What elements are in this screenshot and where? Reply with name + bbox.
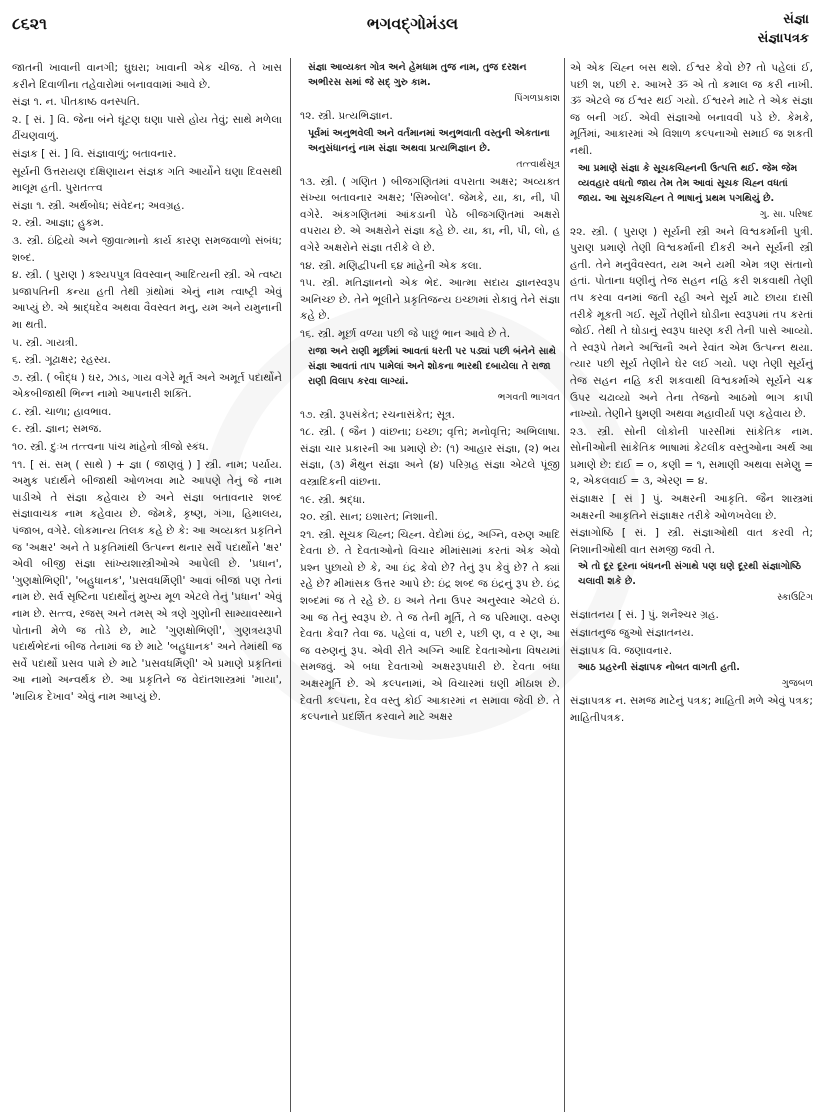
entry: ૨. [ સં. ] વિ. જેના બંને ઘૂંટણ ઘણા પાસે હોય તેવું; સાથે મળેલા ઢીંચણવાળું.	[12, 113, 282, 143]
quotation: આ પ્રમાણે સંજ્ઞા કે સૂચકચિહ્નની ઉત્પત્તિ થઈ. જેમ જેમ વ્યવહાર વધતો જાય તેમ તેમ આવાં સૂચક ચિહ્ન વધતાં જાય. આ સૂચકચિહ્ન તે ભાષાનું પ્રથમ પગથિયું છે.	[578, 162, 798, 204]
column-middle	[300, 60, 560, 1112]
entry: ૨૨. સ્ત્રી. ( પુરાણ ) સૂર્યની સ્ત્રી અને વિશ્વકર્માની પુત્રી. પુરાણ પ્રમાણે તેણી વિશ્વકર્માની દીકરી અને સૂર્યની સ્ત્રી હતી. તેને મનુવૈવસ્વત, યમ અને યમી એમ ત્રણ સંતાનો હતાં. પોતાના ધણીનું તેજ સહન નહિ કરી શકવાથી તેણી તપ કરવા વનમાં જતી રહી અને સૂર્ય માટે છાયા દાસી તરીકે મૂકતી ગઈ. સૂર્યે તેણીને ઘોડીના સ્વરૂપમાં તપ કરતાં જોઈ. તેથી તે ઘોડાનું સ્વરૂપ ધારણ કરી તેની પાસે આવ્યો. તે સ્વરૂપે તેમને અશ્વિનૌ અને રેવાંત એમ ઉત્પન્ન થયા. ત્યાર પછી સૂર્ય તેણીને ઘેર લઈ ગયો. પણ તેણી સૂર્યનું તેજ સહન નહિ કરી શકવાથી વિશ્વકર્માએ સૂર્યને ચક્ર ઉપર ચઢાવ્યો અને તેના તેજનો આઠમો ભાગ કાપી નાખ્યો. તેણીને ધુમણી અથવા મહાવીર્યા પણ કહેવાય છે.	[570, 225, 813, 421]
source-citation: તત્ત્વાર્થસૂત્ર	[516, 158, 560, 170]
source-citation: પિંગળપ્રકાશ	[514, 93, 560, 104]
entry: ૨૩. સ્ત્રી. સોની લોકોની પારસીમાં સાંકેતિક નામ. સોનીઓની સાંકેતિક ભાષામાં કેટલીક વસ્તુઓના અર્થ આ પ્રમાણે છે: દાઈ = ૦, કણી = ૧, સમાણી અથવા સમેણુ = ૨, એકલવાઈ = ૩, એરણ = ૪.	[570, 425, 813, 488]
source-citation: ગુજબળ	[781, 678, 813, 690]
column-left	[12, 60, 282, 1112]
column-divider-2	[564, 58, 565, 1112]
quotation: આઠ પ્રહરની સંજ્ઞાપક નોબત વાગતી હતી.	[578, 662, 740, 674]
page-number: ૮૬૨૧	[12, 14, 47, 33]
entry: સંજ્ઞાતનુજ જુઓ સંજ્ઞાતનય.	[570, 627, 694, 640]
entry: ૫. સ્ત્રી. ગાયત્રી.	[12, 336, 78, 349]
page-title: ભગવદ્ગોમંડલ	[366, 14, 459, 33]
quotation: એ તો દૂર દૂરના બંધનની સંગાથે પણ ઘણે દૂરથી સંજ્ઞાગોષ્ઠિ ચલાવી શકે છે.	[578, 561, 802, 588]
entry: સંજ્ઞ ૧. ન. પીતકાષ્ઠ વનસ્પતિ.	[12, 96, 140, 109]
guide-word-last: સંજ્ઞાપત્રક	[757, 31, 809, 46]
entry: સંજ્ઞક [ સં. ] વિ. સંજ્ઞાવાળું; બતાવનાર.	[12, 147, 177, 160]
entry: ૪. સ્ત્રી. ( પુરાણ ) કશ્યપપુત્ર વિવસ્વાન્ આદિત્યની સ્ત્રી. એ ત્વષ્ટા પ્રજાપતિની કન્યા હતી તેથી ગ્રંથોમાં એનું નામ ત્વાષ્ટ્રી એવું આપ્યું છે. એ શ્રાદ્ધદેવ અથવા વૈવસ્વત મનુ, યમ અને યમુનાની મા થતી.	[12, 269, 282, 331]
entry: ૩. સ્ત્રી. ઇંદ્રિયો અને જીવાત્માનો કાર્ય કારણ સમજવાળો સંબંધ; શબ્દ.	[12, 234, 282, 264]
entry: ૧૭. સ્ત્રી. રૂપસંકેત; રચનાસંકેત; સૂત્ર.	[300, 408, 455, 421]
entry: ૯. સ્ત્રી. જ્ઞાન; સમજ.	[12, 423, 102, 436]
entry: ૧૨. સ્ત્રી. પ્રત્યભિજ્ઞાન.	[300, 110, 393, 122]
quotation: સંજ્ઞા આવ્યક્ત ગોત્ર અને હેમધામ તુજ નામ, તુજ દરશન અભીરસ સમાં જે સદ્ ગુરુ કામ.	[308, 62, 527, 88]
entry: ૧૪. સ્ત્રી. મણિદ્વીપની ૬૪ માંહેની એક કલા.	[300, 259, 482, 272]
entry: ૧૯. સ્ત્રી. શ્રદ્ધા.	[300, 493, 366, 506]
entry: ૧૮. સ્ત્રી. ( જૈન ) વાંછના; ઇચ્છા; વૃત્તિ; મનોવૃત્તિ; અભિલાષા. સંજ્ઞા ચાર પ્રકારની આ પ્રમાણે છે: (૧) આહાર સંજ્ઞા, (૨) ભય સંજ્ઞા, (૩) મૈથુન સંજ્ઞા અને (૪) પરિગ્રહ સંજ્ઞા એટલે પૂંજી વસ્ત્રાદિકની વાંછના.	[300, 426, 560, 488]
entry: જાતની ખાવાની વાનગી; ઘુઘરા; ખાવાની એક ચીજ. તે ખાસ કરીને દિવાળીના તહેવારોમાં બનાવવામાં આવે છે.	[12, 62, 282, 91]
source-citation: ભગવતી ભાગવત	[497, 391, 560, 403]
quotation: પૂર્વમાં અનુભવેલી અને વર્તમાનમાં અનુભવાતી વસ્તુની એકતાના અનુસંધાનનું નામ સંજ્ઞા અથવા પ્રત્યભિજ્ઞાન છે.	[308, 127, 550, 154]
entry: સંજ્ઞાતનય [ સં. ] પું. શનૈશ્ચર ગ્રહ.	[570, 609, 719, 622]
entry: એ એક ચિહ્ન બસ થશે. ઈશ્વર કેવો છે? તો પહેલાં ઈ, પછી શ, પછી ર. આખરે ૐ એ તો કમાલ જ કરી નાખી. ૐ એટલે જ ઈશ્વર થઈ ગયો. ઈશ્વરને માટે તે એક સંજ્ઞા જ બની ગઈ. એવી સંજ્ઞાઓ બનાવવી પડે છે. કેમકે, મૂર્તિમાં, આકારમાં એ વિશાળ કલ્પનાઓ સમાઈ જ શકતી નથી.	[570, 62, 813, 157]
page-header	[0, 6, 825, 52]
entry: ૨૦. સ્ત્રી. સાન; ઇશારત; નિશાની.	[300, 511, 438, 524]
guide-words	[758, 10, 809, 48]
entry: સંજ્ઞાપક વિ. જણાવનાર.	[570, 644, 673, 657]
entry: સંજ્ઞાક્ષર [ સં ] પું. અક્ષરની આકૃતિ. જૈન શાસ્ત્રમાં અક્ષરની આકૃતિને સંજ્ઞાક્ષર તરીકે ઓળખવેલા છે.	[570, 493, 813, 522]
entry: ૧૬. સ્ત્રી. મૂર્છા વળ્યા પછી જે પાછું ભાન આવે છે તે.	[300, 327, 511, 340]
guide-word-first: સંજ્ઞા	[783, 12, 809, 27]
column-divider-1	[290, 58, 291, 1112]
entry: ૨૧. સ્ત્રી. સૂચક ચિહ્ન; ચિહ્ન. વેદોમાં ઇંદ્ર, અગ્નિ, વરુણ આદિ દેવતા છે. તે દેવતાઓનો વિચાર મીમાંસામાં કરતાં એક એવો પ્રશ્ન પુછાયો છે કે, આ ઇંદ્ર કેવો છે? તેનું રૂપ કેવું છે? તે ક્યાં રહે છે? મીમાંસક ઉત્તર આપે છે: ઇંદ્ર શબ્દ જ ઇંદ્રનું રૂપ છે. ઇંદ્ર શબ્દમાં જ તે રહે છે. ઇ અને તેના ઉપર અનુસ્વાર એટલે ઇં. આ જ તેનું સ્વરૂપ છે. તે જ તેની મૂર્તિ, તે જ પરિમાણ. વરુણ દેવતા કેવા? તેવા જ. પહેલાં વ, પછી ર, પછી ણ, વ ર ણ, આ જ વરુણનું રૂપ. એવી રીતે અગ્નિ આદિ દેવતાઓના વિષયમાં સમજવું. એ બધા દેવતાઓ અક્ષરરૂપધારી છે. દેવતા બધા અક્ષરમૂર્તિ છે. એ કલ્પનામાં, એ વિચારમાં ઘણી મીઠાશ છે. દેવતી કલ્પના, દેવ વસ્તુ કોઈ આકારમાં ન સમાવા જેવી છે. તે કલ્પનાને પ્રદર્શિત કરવાને માટે અક્ષર	[300, 528, 560, 724]
entry: ૨. સ્ત્રી. આજ્ઞા; હુકમ.	[12, 217, 104, 230]
source-citation: ગુ. સા. પરિષદ	[759, 208, 813, 220]
entry: ૧૫. સ્ત્રી. મતિજ્ઞાનનો એક ભેદ. આત્મા સદાય જ્ઞાનસ્વરૂપ અનિચ્છ છે. તેને ભૂલીને પ્રકૃતિજન્ય ઇચ્છામાં રોકાવું તેને સંજ્ઞા કહે છે.	[300, 277, 560, 323]
source-citation: સ્કાઉટિંગ	[777, 592, 813, 604]
entry: ૭. સ્ત્રી. ( બૌદ્ધ ) ઘર, ઝાડ, ગાય વગેરે મૂર્ત અને અમૂર્ત પદાર્થોને એકબીજાથી ભિન્ન નામો આપનારી શક્તિ.	[12, 371, 282, 401]
quotation: રાજા અને રાણી મૂર્છામાં આવતાં ધરતી પર પડ્યાં પછી બંનેને સાથે સંજ્ઞા આવતાં તાપ પામેલાં અને શોકના ભારથી દબાયેલા તે રાજા રાણી વિલાપ કરવા લાગ્યાં.	[308, 345, 556, 387]
entry: ૧૩. સ્ત્રી. ( ગણિત ) બીજગણિતમાં વપરાતા અક્ષર; અવ્યક્ત સંખ્યા બતાવનાર અક્ષર; 'સિમ્બોલ'. જેમકે, યા, કા, ની, પી વગેરે. અંકગણિતમાં આંકડાની પેઠે બીજગણિતમાં અક્ષરો વપરાય છે. એ અક્ષરોને સંજ્ઞા કહે છે. યા, કા, ની, પી, લો, હ વગેરે અક્ષરોને સંજ્ઞા તરીકે લે છે.	[300, 175, 560, 254]
entry: ૬. સ્ત્રી. ગૂઢાક્ષર; રહસ્ય.	[12, 354, 111, 367]
entry: ૧૦. સ્ત્રી. દુઃખ તત્ત્વના પાંચ માંહેનો ત્રીજો સ્કંધ.	[12, 441, 209, 454]
entry: ૮. સ્ત્રી. ચાળા; હાવભાવ.	[12, 405, 112, 418]
column-right	[570, 60, 813, 1112]
entry: સૂર્યની ઉત્તરાયણ દક્ષિણાયન સંજ્ઞક ગતિ આર્યોને ઘણા દિવસથી માલૂમ હતી. પુરાતત્ત્વ	[12, 165, 282, 195]
entry: સંજ્ઞાપત્રક ન. સમજ માટેનું પત્રક; માહિતી મળે એવું પત્રક; માહિતીપત્રક.	[570, 695, 813, 724]
entry: સંજ્ઞા ૧. સ્ત્રી. અર્થબોધ; સંવેદન; અવગ્રહ.	[12, 199, 185, 212]
entry: સંજ્ઞાગોષ્ઠિ [ સં. ] સ્ત્રી. સંજ્ઞાઓથી વાત કરવી તે; નિશાનીઓથી વાત સમજી જવી તે.	[570, 527, 813, 556]
entry: ૧૧. [ સં. સમ્ ( સાથે ) + જ્ઞા ( જાણવું ) ] સ્ત્રી. નામ; પર્યાય. અમુક પદાર્થને બીજાથી ઓળખવા માટે આપણે તેનું જે નામ પાડીએ તે સંજ્ઞા કહેવાય છે અને સંજ્ઞા બતાવનાર શબ્દ સંજ્ઞાવાચક નામ કહેવાય છે. જેમકે, કૃષ્ણ, ગંગા, હિમાલય, પંજાબ, વગેરે. લોકમાન્ય તિલક કહે છે કે: આ અવ્યક્ત પ્રકૃતિને જ 'અક્ષર' અને તે પ્રકૃતિમાંથી ઉત્પન્ન થનાર સર્વે પદાર્થોને 'ક્ષર' એવી બીજી સંજ્ઞા સાંખ્યશાસ્ત્રીઓએ આપેલી છે. 'પ્રધાન', 'ગુણક્ષોભિણી', 'બહુધાનક', 'પ્રસવધર્મિણી' આવાં બીજાં પણ તેનાં નામ છે. સર્વ સૃષ્ટિના પદાર્થોનું મુખ્ય મૂળ એટલે તેનું 'પ્રધાન' એવું નામ છે. સત્ત્વ, રજસ્ અને તમસ્ એ ત્રણે ગુણોની સામ્યાવસ્થાને પોતાની મેળે જ તોડે છે, માટે 'ગુણક્ષોભિણી', ગુણત્રયરૂપી પદાર્થભેદનાં બીજ તેનામાં જ છે માટે 'બહુધાનક' અને તેમાંથી જ સર્વે પદાર્થો પ્રસવ પામે છે માટે 'પ્રસવધર્મિણી' એ પ્રમાણે પ્રકૃતિનાં આ નામો અન્વર્થક છે. આ પ્રકૃતિને જ વેદાંતશાસ્ત્રમાં 'માયા', 'માયિક દેખાવ' એવું નામ આપ્યું છે.	[12, 458, 282, 703]
